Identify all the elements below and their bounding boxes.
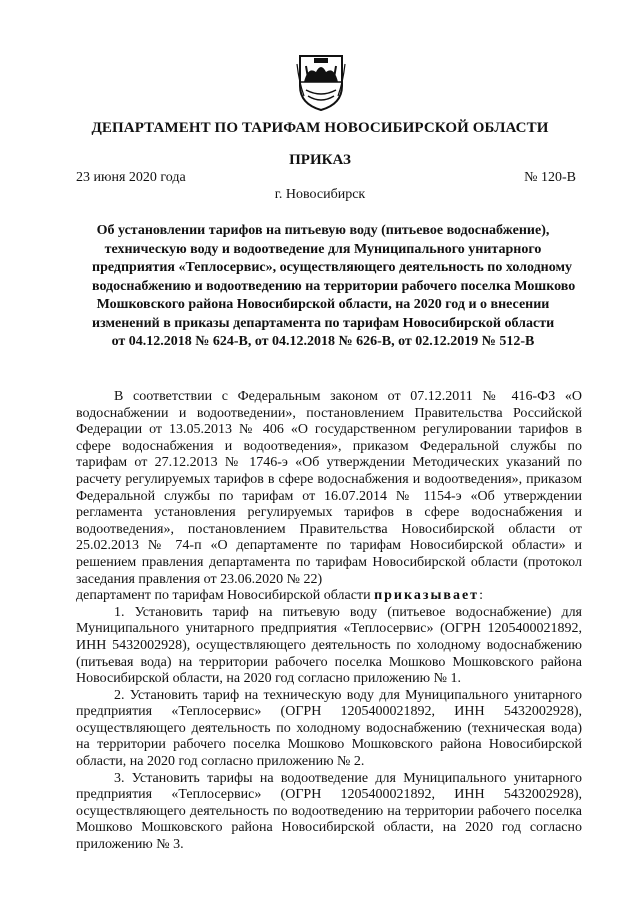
subject-line: техническую воду и водоотведение для Муниципального унитарного xyxy=(104,241,542,257)
order-subject xyxy=(92,222,576,352)
order-number: № 120-В xyxy=(524,170,576,185)
orders-lead: департамент по тарифам Новосибирской области xyxy=(76,588,371,604)
document-type: ПРИКАЗ xyxy=(289,152,351,168)
order-date: 23 июня 2020 года xyxy=(76,170,186,185)
order-city: г. Новосибирск xyxy=(274,187,366,202)
order-item: 1. Установить тариф на питьевую воду (питьевое водоснабжение) для Муниципального унитарного предприятия «Теплосервис» (ОГРН 1205400021892, ИНН 5432002928), осуществляющего деятельность по холодному водоснабжению (питьевая вода) на территории рабочего поселка Мошково Мошковского района Новосибирской области, на 2020 год согласно приложению № 1. xyxy=(76,604,582,687)
order-body xyxy=(76,389,582,854)
subject-line: водоснабжению и водоотведению на территории рабочего поселка Мошково xyxy=(92,278,576,294)
orders-colon: : xyxy=(479,588,483,604)
subject-line: от 04.12.2018 № 624-В, от 04.12.2018 № 626-В, от 02.12.2019 № 512-В xyxy=(111,334,535,349)
order-item: 2. Установить тариф на техническую воду для Муниципального унитарного предприятия «Теплосервис» (ОГРН 1205400021892, ИНН 5432002928), осуществляющего деятельность по холодному водоснабжению (техническая вода) на территории рабочего поселка Мошково Мошковского района Новосибирской области, на 2020 год согласно приложению № 2. xyxy=(76,687,582,770)
preamble-paragraph: В соответствии с Федеральным законом от 07.12.2011 № 416-ФЗ «О водоснабжении и водоотведении», постановлением Правительства Российской Федерации от 13.05.2013 № 406 «О государственном регулировании тарифов в сфере водоснабжения и водоотведения», приказом Федеральной службы по тарифам от 27.12.2013 № 1746-э «Об утверждении Методических указаний по расчету регулируемых тарифов в сфере водоснабжения и водоотведения», приказом Федеральной службы по тарифам от 16.07.2014 № 1154-э «Об утверждении регламента установления регулируемых тарифов в сфере водоснабжения и водоотведения», постановлением Правительства Новосибирской области от 25.02.2013 № 74-п «О департаменте по тарифам Новосибирской области» и решением правления департамента по тарифам Новосибирской области (протокол заседания правления от 23.06.2020 № 22) xyxy=(76,389,582,587)
subject-line: Мошковского района Новосибирской области, на 2020 год и о внесении xyxy=(96,297,550,312)
orders-line xyxy=(76,588,582,605)
orders-word: приказывает xyxy=(374,588,480,604)
subject-line: Об установлении тарифов на питьевую воду (питьевое водоснабжение), xyxy=(96,223,550,238)
subject-line: предприятия «Теплосервис», осуществляющего деятельность по холодному xyxy=(92,260,573,275)
subject-line: изменений в приказы департамента по тарифам Новосибирской области xyxy=(92,315,555,331)
department-name: ДЕПАРТАМЕНТ ПО ТАРИФАМ НОВОСИБИРСКОЙ ОБЛАСТИ xyxy=(91,120,549,136)
order-item: 3. Установить тарифы на водоотведение для Муниципального унитарного предприятия «Теплосервис» (ОГРН 1205400021892, ИНН 5432002928), осуществляющего деятельность по водоотведению на территории рабочего поселка Мошково Мошковского района Новосибирской области, на 2020 год согласно приложению № 3. xyxy=(76,770,582,853)
coat-of-arms-icon xyxy=(296,52,346,112)
